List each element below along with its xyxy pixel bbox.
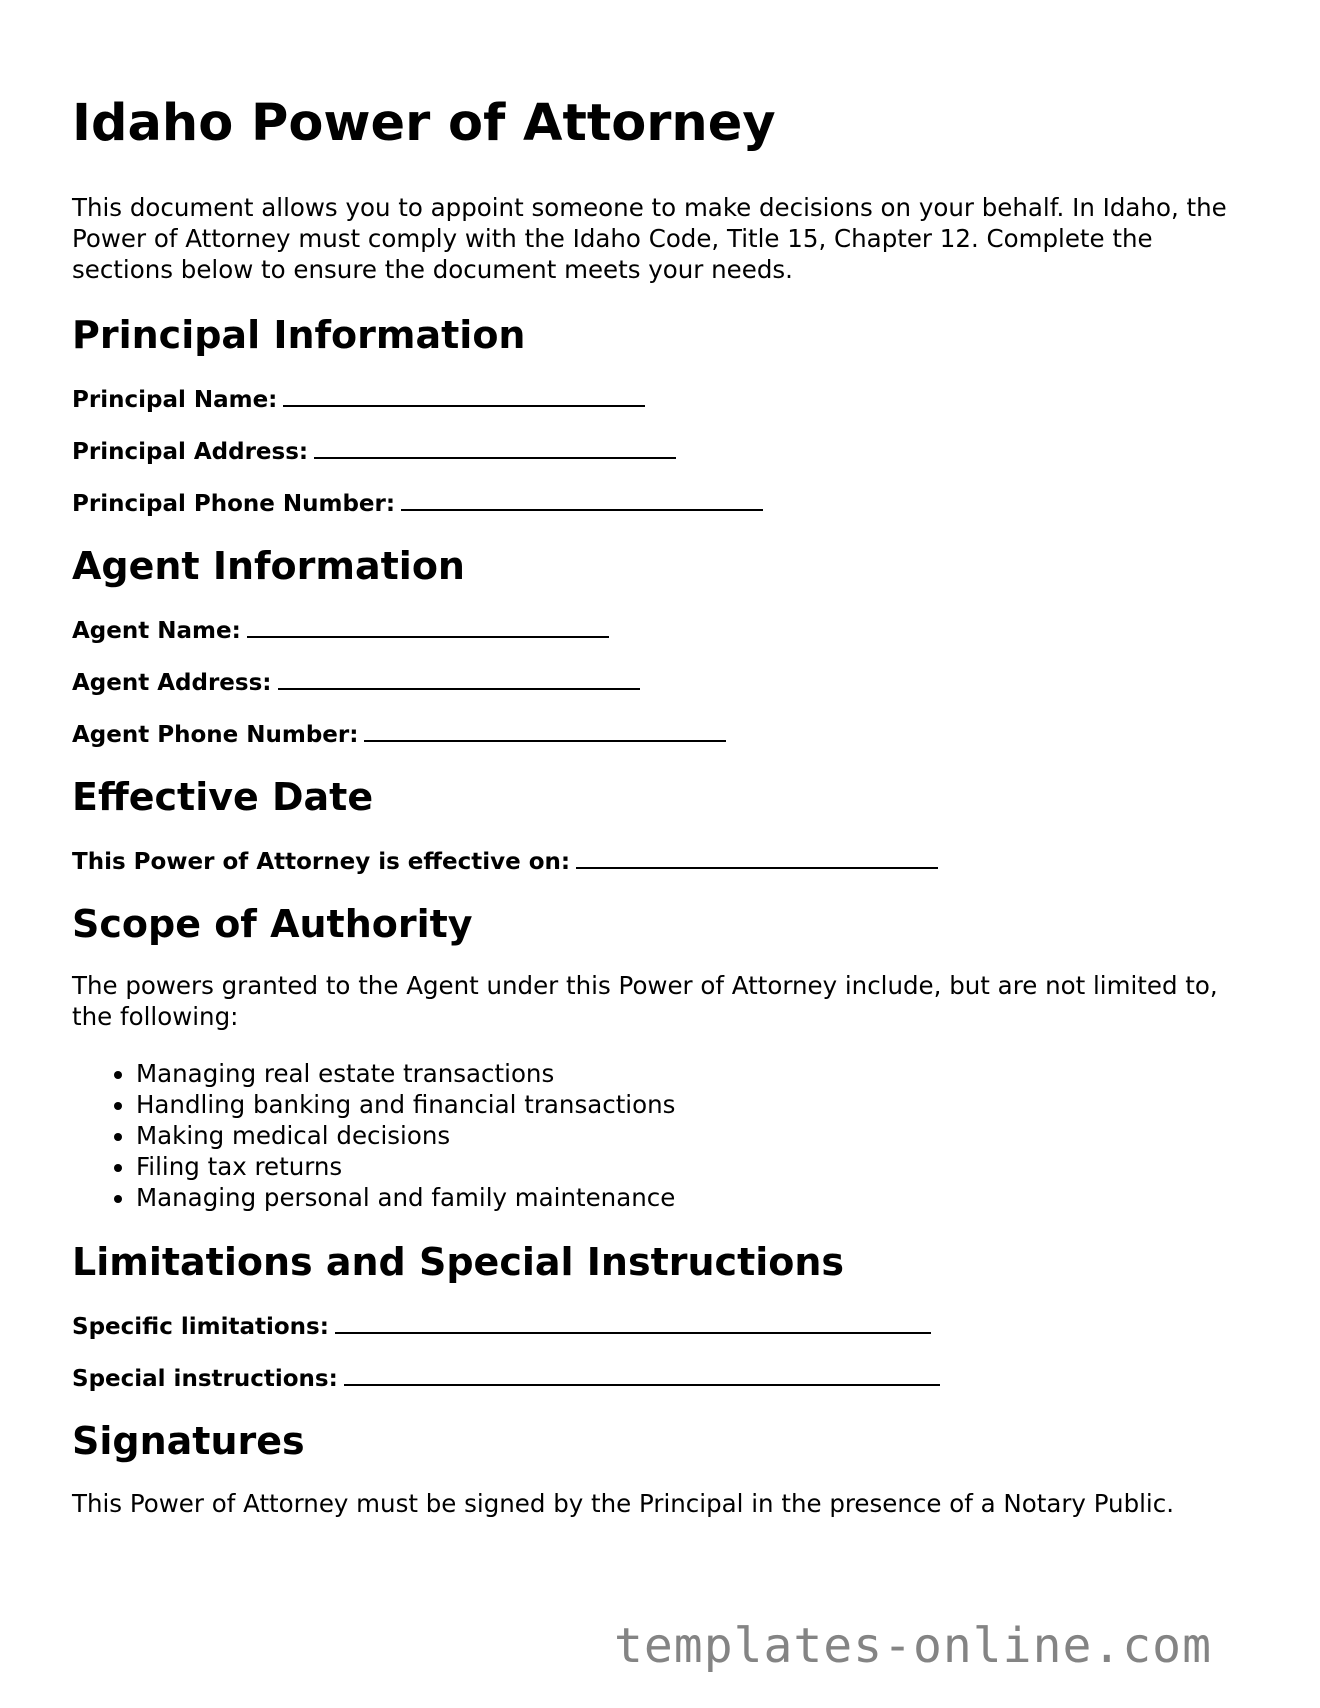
specific-limitations-field — [72, 1313, 1252, 1341]
document-page — [72, 0, 1252, 1519]
agent-phone-blank[interactable] — [364, 721, 726, 742]
specific-limitations-blank[interactable] — [335, 1313, 931, 1334]
special-instructions-label: Special instructions: — [72, 1366, 338, 1392]
agent-phone-field — [72, 721, 1252, 749]
principal-phone-blank[interactable] — [401, 490, 763, 511]
specific-limitations-label: Specific limitations: — [72, 1314, 329, 1340]
principal-heading: Principal Information — [72, 313, 526, 357]
scope-heading: Scope of Authority — [72, 902, 473, 946]
signatures-paragraph: This Power of Attorney must be signed by the Principal in the presence of a Notary Public. — [72, 1489, 1174, 1518]
agent-address-field — [72, 669, 1252, 697]
principal-phone-field — [72, 490, 1252, 518]
principal-phone-label: Principal Phone Number: — [72, 491, 396, 517]
list-item: • Managing real estate transactions — [136, 1058, 1252, 1089]
list-item: • Making medical decisions — [136, 1120, 1252, 1151]
powers-list — [72, 1058, 1252, 1213]
agent-name-label: Agent Name: — [72, 618, 241, 644]
principal-name-field — [72, 386, 1252, 414]
effective-date-heading: Effective Date — [72, 775, 374, 819]
scope-paragraph: The powers granted to the Agent under this Power of Attorney include, but are not limited to, the following: — [72, 971, 1218, 1031]
agent-address-blank[interactable] — [278, 669, 640, 690]
agent-phone-label: Agent Phone Number: — [72, 722, 359, 748]
effective-date-field — [72, 848, 1252, 876]
effective-date-blank[interactable] — [576, 848, 938, 869]
limitations-heading: Limitations and Special Instructions — [72, 1240, 845, 1284]
effective-date-label: This Power of Attorney is effective on: — [72, 849, 571, 875]
principal-address-field — [72, 438, 1252, 466]
special-instructions-field — [72, 1365, 1252, 1393]
agent-name-blank[interactable] — [247, 617, 609, 638]
agent-address-label: Agent Address: — [72, 670, 272, 696]
principal-name-blank[interactable] — [283, 386, 645, 407]
list-item: • Managing personal and family maintenance — [136, 1182, 1252, 1213]
principal-address-blank[interactable] — [314, 438, 676, 459]
special-instructions-blank[interactable] — [344, 1365, 940, 1386]
signatures-heading: Signatures — [72, 1419, 305, 1463]
agent-heading: Agent Information — [72, 544, 465, 588]
principal-name-label: Principal Name: — [72, 387, 278, 413]
intro-paragraph: This document allows you to appoint someone to make decisions on your behalf. In Idaho, the Power of Attorney must comply with the Idaho Code, Title 15, Chapter 12. Complete the sections below to ensure the document meets your needs. — [72, 193, 1227, 284]
principal-address-label: Principal Address: — [72, 439, 309, 465]
agent-name-field — [72, 617, 1252, 645]
list-item: • Handling banking and financial transactions — [136, 1089, 1252, 1120]
document-title: Idaho Power of Attorney — [72, 94, 776, 153]
list-item: • Filing tax returns — [136, 1151, 1252, 1182]
watermark-text: templates-online.com — [614, 1618, 1212, 1674]
